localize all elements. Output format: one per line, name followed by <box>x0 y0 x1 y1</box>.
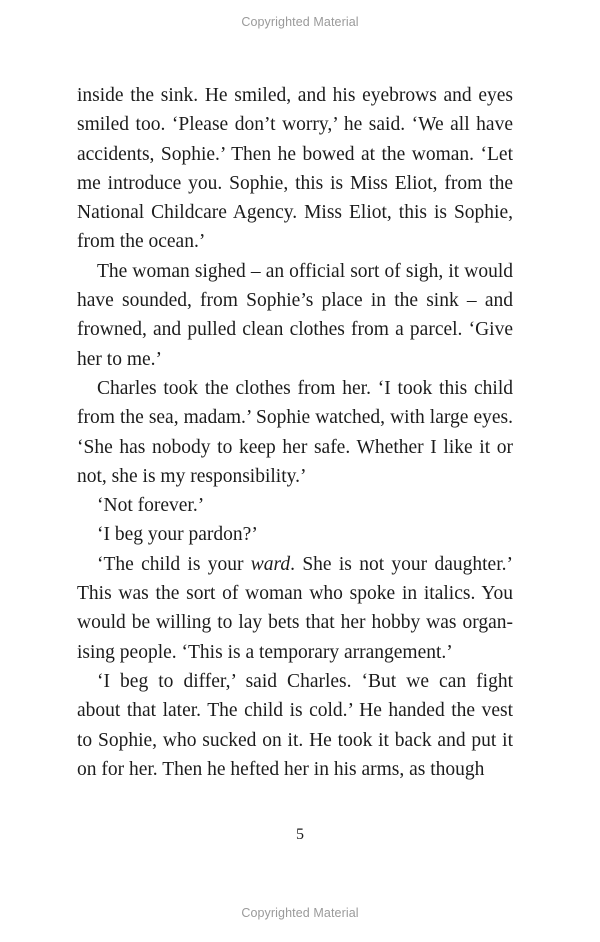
watermark-bottom: Copyrighted Material <box>241 906 359 920</box>
paragraph-7: ‘I beg to differ,’ said Charles. ‘But we can fight about that later. The child is cold.’ He handed the vest to Sophie, who sucked on it. He took it back and put it on for her. Then he hefted her in his arms, as though <box>77 670 513 780</box>
watermark-top: Copyrighted Material <box>241 15 359 29</box>
paragraph-3: Charles took the clothes from her. ‘I took this child from the sea, madam.’ Sophie watched, with large eyes. ‘She has nobody to keep her safe. Whether I like it or not, she is my responsibility.’ <box>77 377 513 487</box>
paragraph-6: ‘The child is your ward. She is not your daughter.’ This was the sort of woman who spoke in italics. You would be willing to lay bets that her hobby was organising people. ‘This is a temporary arrangement.’ <box>77 553 513 663</box>
page-number: 5 <box>296 826 304 843</box>
paragraph-4: ‘Not forever.’ <box>97 495 205 517</box>
paragraph-5: ‘I beg your pardon?’ <box>97 524 258 546</box>
paragraph-2: The woman sighed – an official sort of sigh, it would have sounded, from Sophie’s place in the sink – and frowned, and pulled clean clothes from a parcel. ‘Give her to me.’ <box>77 260 513 370</box>
book-page-text <box>77 81 513 784</box>
paragraph-1: inside the sink. He smiled, and his eyebrows and eyes smiled too. ‘Please don’t worry,’ he said. ‘We all have accidents, Sophie.’ Then he bowed at the woman. ‘Let me introduce you. Sophie, this is Miss Eliot, from the National Childcare Agency. Miss Eliot, this is Sophie, from the ocean.’ <box>77 85 513 253</box>
italic-word: ward <box>250 553 291 575</box>
